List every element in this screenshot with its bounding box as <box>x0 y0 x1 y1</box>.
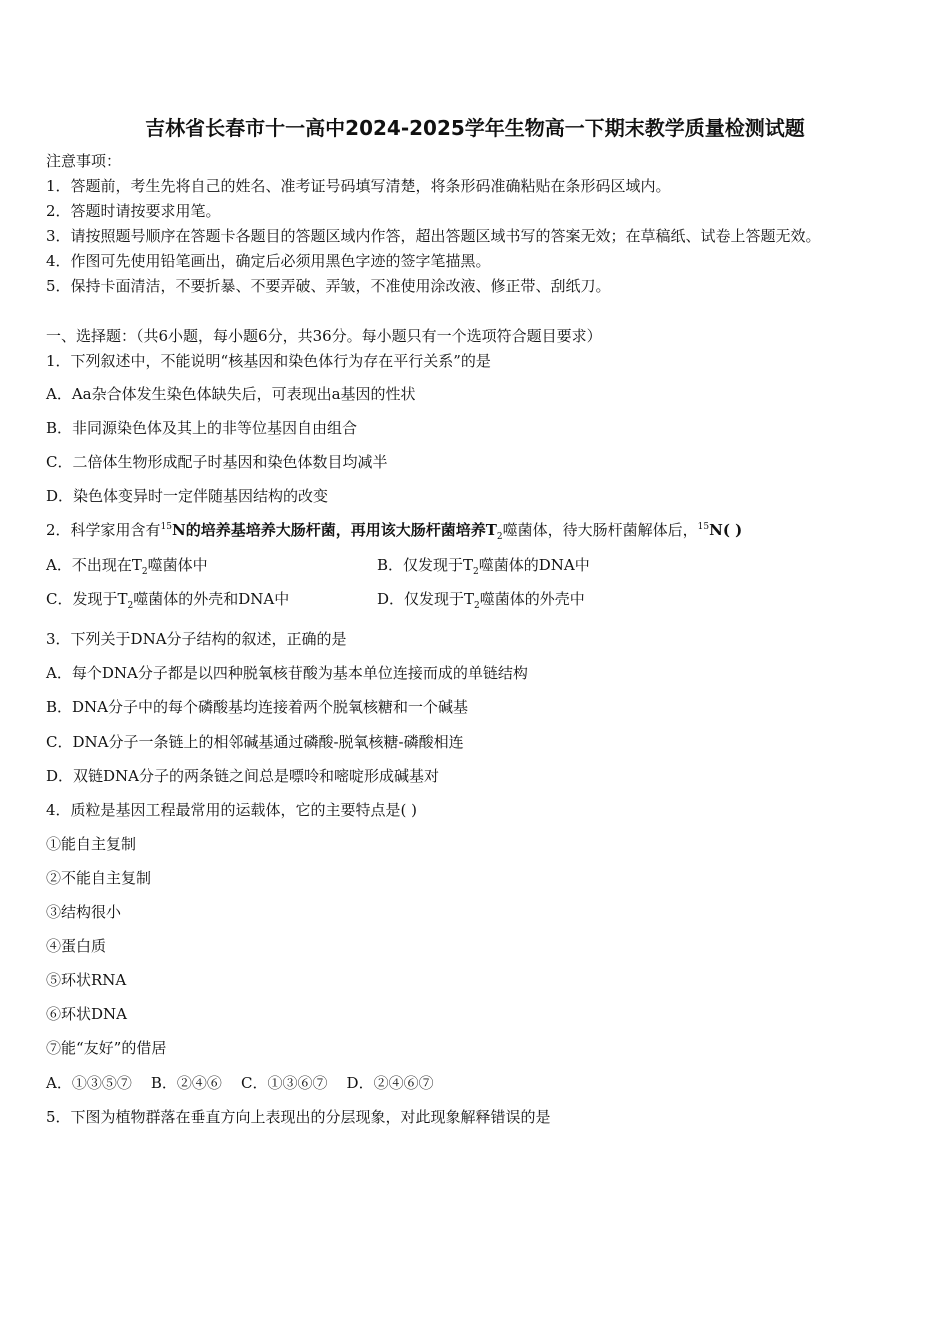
q2-option-d <box>377 590 585 611</box>
question-5 <box>46 1108 551 1126</box>
option-part: 噬菌体的DNA中 <box>478 556 590 574</box>
option-part: 噬菌体的外壳中 <box>479 590 585 608</box>
q3-option-c: C．DNA分子一条链上的相邻碱基通过磷酸-脱氧核糖-磷酸相连 <box>46 733 464 751</box>
subscript: 2 <box>127 601 134 611</box>
question-number: 2． <box>46 521 71 539</box>
stem-part: 科学家用含有 <box>70 521 161 539</box>
option-part: 噬菌体中 <box>147 556 208 574</box>
q1-option-d: D．染色体变异时一定伴随基因结构的改变 <box>46 487 329 505</box>
q4-item-5: ⑤环状RNA <box>46 971 127 989</box>
option-part: B．仅发现于T <box>377 556 474 574</box>
question-stem: 质粒是基因工程最常用的运载体，它的主要特点是( ) <box>70 801 418 819</box>
notice-heading: 注意事项： <box>46 152 122 170</box>
question-stem: 下图为植物群落在垂直方向上表现出的分层现象，对此现象解释错误的是 <box>70 1108 551 1126</box>
section-heading: 一、选择题：（共6小题，每小题6分，共36分。每小题只有一个选项符合题目要求） <box>46 327 602 345</box>
notice-item-4: 4．作图可先使用铅笔画出，确定后必须用黑色字迹的签字笔描黑。 <box>46 252 491 270</box>
subscript: 2 <box>474 601 480 611</box>
subscript: 2 <box>496 532 503 542</box>
option-part: C．发现于T <box>46 590 128 608</box>
q3-option-b: B．DNA分子中的每个磷酸基均连接着两个脱氧核糖和一个碱基 <box>46 698 469 716</box>
question-2 <box>46 521 743 542</box>
notice-item-3: 3．请按照题号顺序在答题卡各题目的答题区域内作答，超出答题区域书写的答案无效；在草稿纸、试卷上答题无效。 <box>46 227 821 245</box>
q2-option-c <box>46 590 290 611</box>
notice-item-1: 1．答题前，考生先将自己的姓名、准考证号码填写清楚，将条形码准确粘贴在条形码区域内。 <box>46 177 671 195</box>
question-number: 1． <box>46 352 71 370</box>
option-part: 噬菌体的外壳和DNA中 <box>133 590 290 608</box>
question-3 <box>46 630 347 648</box>
q4-item-3: ③结构很小 <box>46 903 122 921</box>
q1-option-b: B．非同源染色体及其上的非等位基因自由组合 <box>46 419 358 437</box>
stem-part: N( ) <box>709 521 743 539</box>
stem-part: N的培养基培养大肠杆菌，再用该大肠杆菌培养T <box>172 521 497 539</box>
question-number: 3． <box>46 630 71 648</box>
option-part: A．不出现在T <box>46 556 142 574</box>
q3-option-d: D．双链DNA分子的两条链之间总是嘌呤和嘧啶形成碱基对 <box>46 767 440 785</box>
q4-item-2: ②不能自主复制 <box>46 869 152 887</box>
subscript: 2 <box>473 567 479 577</box>
q4-item-4: ④蛋白质 <box>46 937 107 955</box>
q2-option-b <box>377 556 590 577</box>
question-4 <box>46 801 417 819</box>
q4-item-7: ⑦能“友好”的借居 <box>46 1039 167 1057</box>
notice-item-2: 2．答题时请按要求用笔。 <box>46 202 221 220</box>
q4-item-6: ⑥环状DNA <box>46 1005 127 1023</box>
option-part: D．仅发现于T <box>377 590 475 608</box>
notice-item-5: 5．保持卡面清洁，不要折暴、不要弄破、弄皱，不准使用涂改液、修正带、刮纸刀。 <box>46 277 611 295</box>
superscript: 15 <box>697 522 710 532</box>
stem-part: 噬菌体，待大肠杆菌解体后， <box>502 521 698 539</box>
q4-options: A．①③⑤⑦ B．②④⑥ C．①③⑥⑦ D．②④⑥⑦ <box>46 1074 434 1092</box>
question-number: 5． <box>46 1108 71 1126</box>
question-stem: 下列关于DNA分子结构的叙述，正确的是 <box>70 630 347 648</box>
q1-option-a: A．Aa杂合体发生染色体缺失后，可表现出a基因的性状 <box>46 385 416 403</box>
page-title: 吉林省长春市十一高中2024-2025学年生物高一下期末教学质量检测试题 <box>145 116 805 140</box>
subscript: 2 <box>141 567 148 577</box>
superscript: 15 <box>160 522 173 532</box>
q1-option-c: C．二倍体生物形成配子时基因和染色体数目均减半 <box>46 453 388 471</box>
q3-option-a: A．每个DNA分子都是以四种脱氧核苷酸为基本单位连接而成的单链结构 <box>46 664 528 682</box>
question-number: 4． <box>46 801 71 819</box>
q4-item-1: ①能自主复制 <box>46 835 137 853</box>
q2-option-a <box>46 556 208 577</box>
question-stem: 下列叙述中，不能说明“核基因和染色体行为存在平行关系”的是 <box>70 352 491 370</box>
question-1 <box>46 352 491 370</box>
